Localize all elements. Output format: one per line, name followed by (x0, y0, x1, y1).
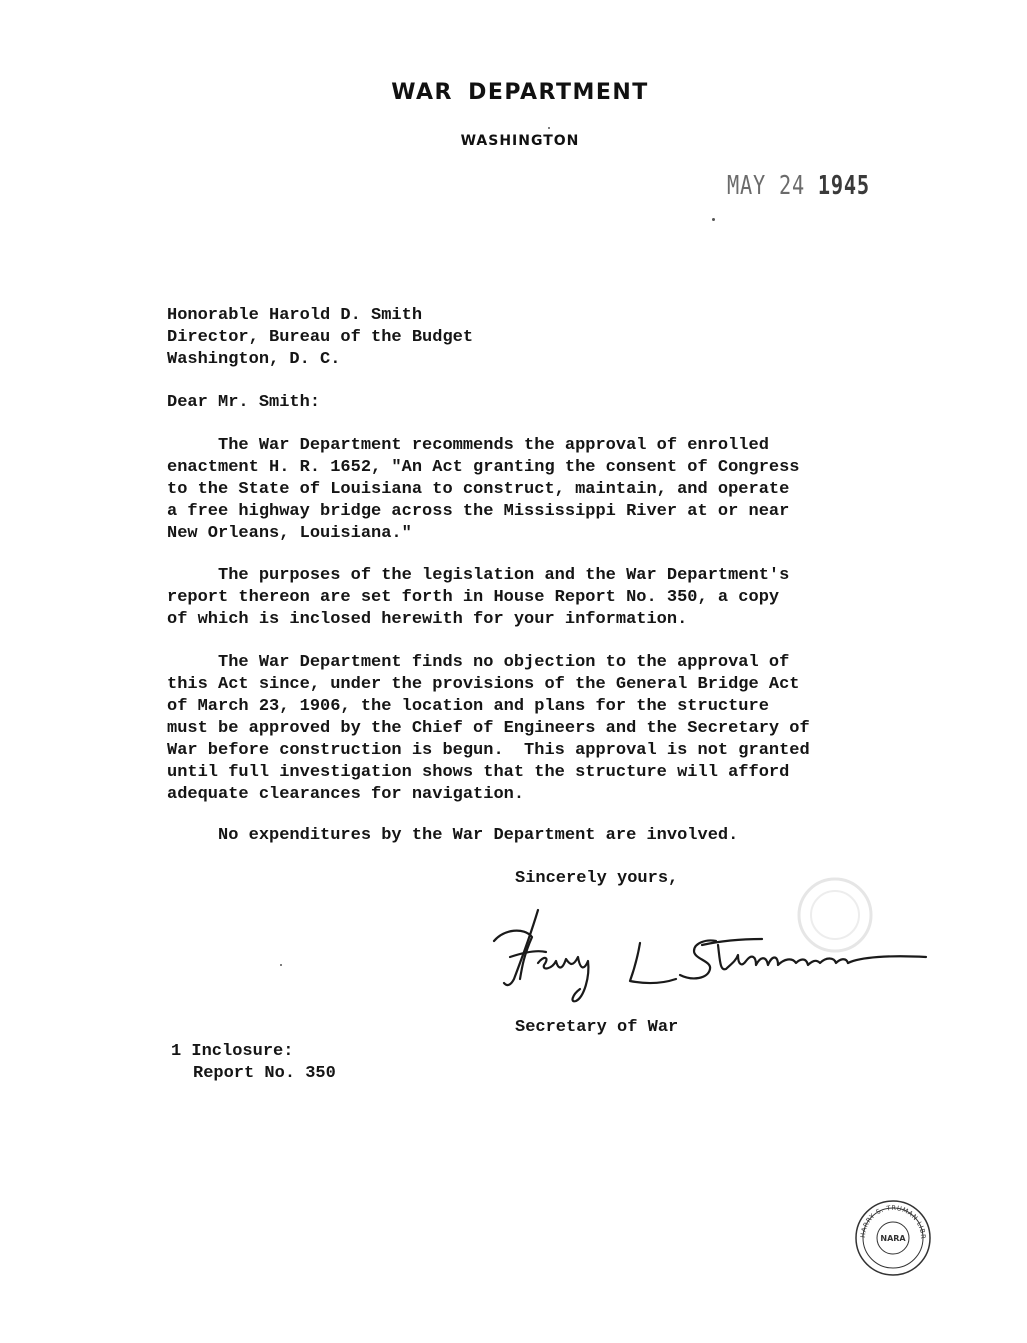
salutation: Dear Mr. Smith: (167, 393, 321, 412)
letterhead-location: WASHINGTON (460, 133, 580, 149)
paragraph-1-line: enactment H. R. 1652, "An Act granting the consent of Congress (167, 458, 800, 477)
paragraph-3-line: adequate clearances for navigation. (167, 785, 525, 804)
recipient-name: Honorable Harold D. Smith (167, 306, 423, 325)
recipient-title: Director, Bureau of the Budget (167, 328, 474, 347)
closing: Sincerely yours, (515, 869, 679, 888)
paragraph-2 (167, 565, 887, 631)
received-date-stamp (727, 171, 870, 201)
paragraph-3-line: until full investigation shows that the structure will afford (167, 763, 790, 782)
paper-speck (280, 964, 282, 966)
paragraph-4-line: No expenditures by the War Department are involved. (167, 826, 739, 845)
paragraph-1-line: The War Department recommends the approval of enrolled (167, 436, 769, 455)
enclosure-label: 1 Inclosure: (171, 1042, 294, 1061)
paragraph-4 (167, 825, 887, 847)
truman-library-seal (853, 1198, 933, 1283)
paragraph-1-line: New Orleans, Louisiana." (167, 524, 412, 543)
paragraph-1-line: a free highway bridge across the Mississippi River at or near (167, 502, 790, 521)
faint-embossed-seal (785, 875, 885, 960)
paragraph-3 (167, 652, 887, 806)
paragraph-3-line: The War Department finds no objection to the approval of (167, 653, 790, 672)
paragraph-2-line: The purposes of the legislation and the War Department's (167, 566, 790, 585)
date-stamp-day: MAY 24 (727, 171, 805, 201)
paragraph-1-line: to the State of Louisiana to construct, maintain, and operate (167, 480, 790, 499)
paragraph-3-line: War before construction is begun. This approval is not granted (167, 741, 810, 760)
paragraph-2-line: of which is inclosed herewith for your information. (167, 610, 688, 629)
enclosure-item: Report No. 350 (193, 1064, 336, 1083)
paragraph-3-line: must be approved by the Chief of Engineers and the Secretary of (167, 719, 810, 738)
seal-ring-text: HARRY S. TRUMAN LIBR (858, 1203, 928, 1240)
paragraph-3-line: of March 23, 1906, the location and plans for the structure (167, 697, 769, 716)
seal-inner-text: NARA (880, 1234, 906, 1243)
date-stamp-year: 1945 (817, 171, 870, 201)
paragraph-1 (167, 435, 887, 545)
paragraph-3-line: this Act since, under the provisions of the General Bridge Act (167, 675, 800, 694)
letterhead-title: WAR DEPARTMENT (391, 80, 649, 105)
paragraph-2-line: report thereon are set forth in House Report No. 350, a copy (167, 588, 780, 607)
recipient-address: Washington, D. C. (167, 350, 341, 369)
paper-speck (548, 127, 550, 129)
paper-speck (712, 218, 715, 221)
signer-title: Secretary of War (515, 1018, 679, 1037)
